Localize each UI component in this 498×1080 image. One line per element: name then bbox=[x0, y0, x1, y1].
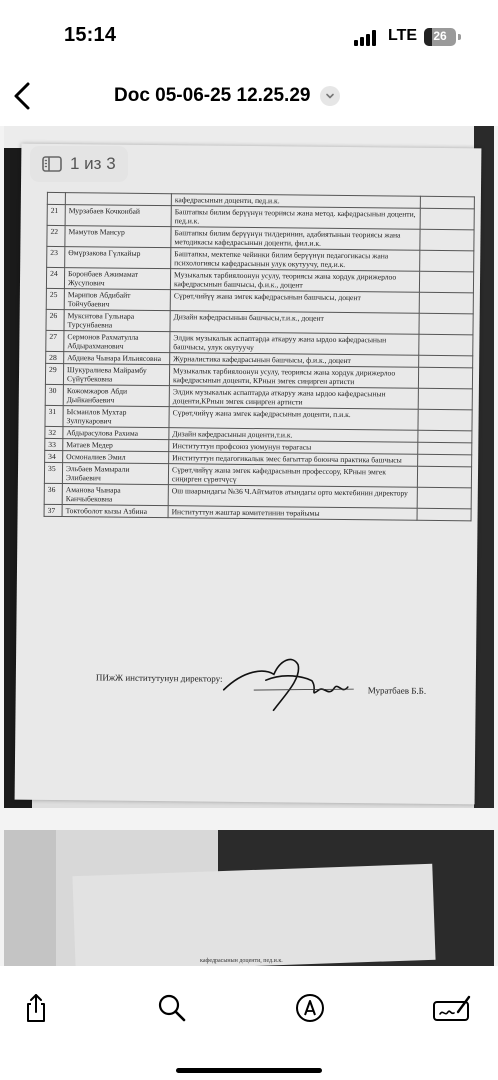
document-table bbox=[44, 192, 475, 521]
row-signature-cell bbox=[417, 508, 471, 521]
share-button[interactable] bbox=[20, 992, 52, 1024]
row-position: Сүрөт,чийүү жана эмгек кафедрасынын башчысы, доцент bbox=[170, 290, 419, 314]
row-position: кафедрасынын доценти, пед.и.к. bbox=[171, 194, 420, 209]
row-signature-cell bbox=[420, 229, 474, 251]
row-number: 28 bbox=[46, 351, 64, 363]
row-number: 33 bbox=[45, 438, 63, 450]
document-viewer[interactable] bbox=[0, 126, 498, 966]
status-time: 15:14 bbox=[64, 24, 117, 46]
row-position: Дизайн кафедрасынын доценти,т.и.к. bbox=[169, 428, 418, 443]
row-number bbox=[47, 192, 65, 204]
row-number: 32 bbox=[45, 426, 63, 438]
row-number: 22 bbox=[47, 225, 65, 246]
row-position: Элдик музыкалык аспаптарда аткаруу жана ырдоо кафедрасынын доценти,КРнын эмгек сиңирген артисти bbox=[169, 386, 418, 410]
row-name: Аманова Чынара Канчыбековна bbox=[62, 484, 168, 506]
row-signature-cell bbox=[419, 355, 473, 368]
row-number: 31 bbox=[45, 405, 63, 426]
back-button[interactable] bbox=[8, 78, 38, 114]
row-name: Ысмаилов Мухтар Зулпукарович bbox=[63, 406, 169, 428]
row-name: Мукситова Гульнара Турсунбаевна bbox=[64, 310, 170, 332]
row-position: Музыкалык тарбиялоонун усулу, теориясы жана хордук дирижерлоо кафедрасынын доценти, КРнын эмгек сиңирген артисти bbox=[169, 365, 418, 389]
chevron-left-icon bbox=[8, 78, 38, 114]
battery-icon bbox=[424, 28, 456, 46]
home-indicator bbox=[176, 1068, 322, 1073]
page-1[interactable] bbox=[4, 126, 494, 808]
navigation-header bbox=[0, 70, 498, 126]
row-position: Музыкалык тарбиялоонун усулу, теориясы жана хордук дирижерлоо кафедрасынын башчысы, ф.и.к., доцент bbox=[170, 269, 419, 293]
page-indicator-label: 1 из 3 bbox=[70, 154, 116, 173]
row-signature-cell bbox=[418, 388, 472, 410]
search-button[interactable] bbox=[156, 992, 188, 1024]
page-indicator[interactable] bbox=[30, 146, 128, 182]
row-position: Баштапкы билим берүүнүн тилдеринин, адабиятынын теориясы жана методикасы кафедрасынын доценти, фил.и.к. bbox=[171, 227, 420, 251]
status-bar bbox=[0, 0, 498, 70]
row-number: 35 bbox=[44, 462, 62, 483]
row-position: Институттун профсоюз уюмунун төрагасы bbox=[169, 440, 418, 455]
row-number: 29 bbox=[45, 363, 63, 384]
network-type: LTE bbox=[388, 27, 418, 44]
row-number: 26 bbox=[46, 309, 64, 330]
row-name: Токтоболот кызы Азбина bbox=[62, 505, 168, 518]
document-title: Doc 05-06-25 12.25.29 bbox=[114, 85, 311, 106]
row-position: Элдик музыкалык аспаптарда аткаруу жана ырдоо кафедрасынын башчысы, улук окутуучу bbox=[170, 332, 419, 356]
row-number: 23 bbox=[47, 246, 65, 267]
row-signature-cell bbox=[420, 196, 474, 209]
row-signature-cell bbox=[418, 430, 472, 443]
row-name: Абдиева Чынара Ильиясовна bbox=[64, 352, 170, 365]
battery-percent: 26 bbox=[433, 29, 447, 43]
row-number: 25 bbox=[46, 288, 64, 309]
row-number: 24 bbox=[46, 267, 64, 288]
row-name: Шукуралиева Майрамбу Сүйүтбековна bbox=[63, 364, 169, 386]
row-signature-cell bbox=[418, 367, 472, 389]
row-number: 30 bbox=[45, 384, 63, 405]
row-number: 27 bbox=[46, 330, 64, 351]
row-name bbox=[65, 193, 171, 206]
row-name: Матаев Медер bbox=[63, 439, 169, 452]
row-name: Сермонов Рахматулла Абдырахманович bbox=[64, 331, 170, 353]
row-signature-cell bbox=[419, 292, 473, 314]
bottom-toolbar bbox=[0, 966, 498, 1080]
row-number: 36 bbox=[44, 483, 62, 504]
row-position: Баштапкы билим берүүнүн теориясы жана метод. кафедрасынын доценти, пед.и.к. bbox=[171, 206, 420, 230]
handwritten-signature bbox=[213, 650, 364, 722]
row-signature-cell bbox=[417, 466, 471, 488]
row-name: Мамутов Мансур bbox=[65, 226, 171, 248]
director-name: Муратбаев Б.Б. bbox=[367, 685, 427, 696]
signature-line-label: ПИжЖ институтунун директору: bbox=[95, 672, 223, 684]
row-name: Мурзабаев Кочконбай bbox=[65, 205, 171, 227]
page-2-caption: кафедрасынын доценти, пед.и.к. bbox=[200, 958, 283, 964]
document-title-menu[interactable] bbox=[114, 85, 340, 107]
row-number: 37 bbox=[44, 504, 62, 516]
row-signature-cell bbox=[417, 487, 471, 509]
share-icon bbox=[20, 992, 52, 1024]
row-signature-cell bbox=[420, 208, 474, 230]
row-position: Сүрөт,чийүү жана эмгек кафедрасынын доценти, п.и.к. bbox=[169, 407, 418, 431]
row-name: Осмоналиев Эмил bbox=[63, 451, 169, 464]
chevron-down-icon bbox=[320, 86, 340, 106]
row-signature-cell bbox=[418, 409, 472, 431]
row-name: Боронбаев Ажимамат Жусупович bbox=[64, 268, 170, 290]
search-icon bbox=[156, 992, 188, 1024]
row-number: 21 bbox=[47, 204, 65, 225]
sign-icon bbox=[432, 992, 472, 1024]
row-signature-cell bbox=[420, 250, 474, 272]
sign-button[interactable] bbox=[432, 992, 472, 1024]
page-2[interactable] bbox=[4, 830, 494, 966]
row-name: Кожомжаров Абди Дыйканбаевич bbox=[63, 385, 169, 407]
row-name: Эльбаев Мамырали Элибаевич bbox=[62, 463, 168, 485]
row-position: Сүрөт,чийүү жана эмгек кафедрасынын профессору, КРнын эмгек сиңирген сүрөтчүсү bbox=[168, 464, 417, 488]
row-signature-cell bbox=[419, 271, 473, 293]
row-signature-cell bbox=[419, 313, 473, 335]
row-position: Институттун педагогикалык эмес багыттар боюнча практика башчысы bbox=[169, 452, 418, 467]
scanned-paper bbox=[15, 144, 482, 805]
row-name: Өмүрзакова Гүлкайыр bbox=[65, 247, 171, 269]
markup-icon bbox=[294, 992, 326, 1024]
row-signature-cell bbox=[419, 334, 473, 356]
row-position: Ош шаарындагы №36 Ч.Айтматов атындагы орто мектебинин директору bbox=[168, 485, 417, 509]
row-name: Абдырасулова Рахима bbox=[63, 427, 169, 440]
row-position: Баштапкы, мектепке чейинки билим берүүнүн педагогикасы жана психологиясы кафедрасынын улук окутуучу, пед.и.к. bbox=[171, 248, 420, 272]
page-2-fold bbox=[72, 864, 435, 966]
row-name: Марипов Абдибайт Тойчубаевич bbox=[64, 289, 170, 311]
row-position: Дизайн кафедрасынын башчысы,т.и.к., доцент bbox=[170, 311, 419, 335]
cellular-signal-icon bbox=[354, 30, 380, 46]
row-number: 34 bbox=[45, 450, 63, 462]
row-signature-cell bbox=[418, 442, 472, 455]
sidebar-icon bbox=[42, 156, 62, 172]
row-signature-cell bbox=[418, 454, 472, 467]
markup-button[interactable] bbox=[294, 992, 326, 1024]
battery-nub bbox=[458, 34, 461, 40]
row-position: Институттун жаштар комитетинин төрайымы bbox=[168, 506, 417, 521]
row-position: Журналистика кафедрасынын башчысы, ф.и.к., доцент bbox=[170, 353, 419, 368]
